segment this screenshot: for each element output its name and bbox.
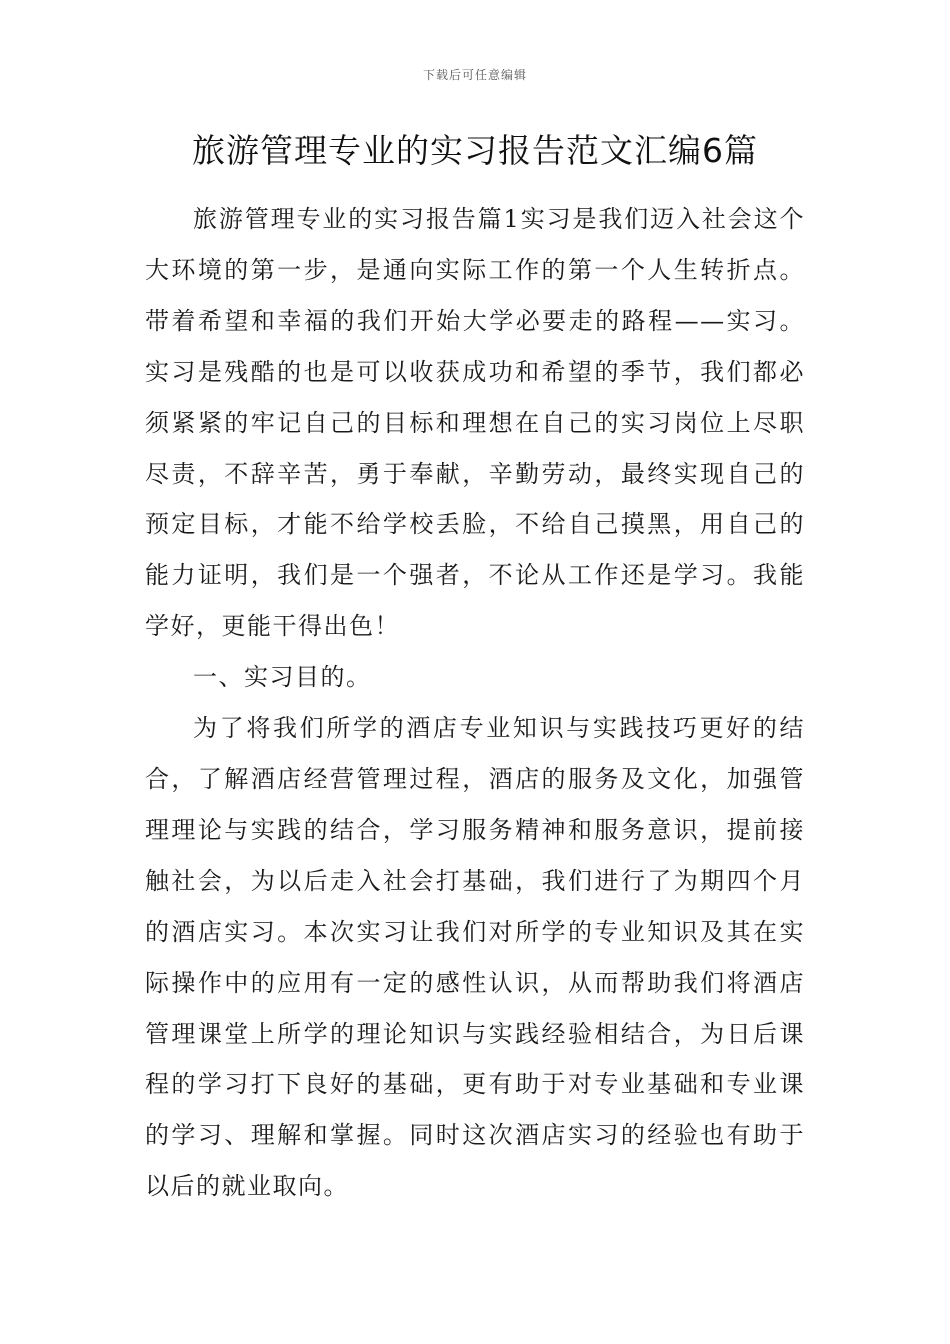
document-title: 旅游管理专业的实习报告范文汇编6篇 xyxy=(192,131,758,170)
document-body xyxy=(145,194,805,1212)
section-heading-purpose: 一、实习目的。 xyxy=(193,663,372,692)
paragraph-purpose: 为了将我们所学的酒店专业知识与实践技巧更好的结合，了解酒店经营管理过程，酒店的服务及文化，加强管理理论与实践的结合，学习服务精神和服务意识，提前接触社会，为以后走入社会打基础，我们进行了为期四个月的酒店实习。本次实习让我们对所学的专业知识及其在实际操作中的应用有一定的感性认识，从而帮助我们将酒店管理课堂上所学的理论知识与实践经验相结合，为日后课程的学习打下良好的基础，更有助于对专业基础和专业课的学习、理解和掌握。同时这次酒店实习的经验也有助于以后的就业取向。 xyxy=(145,714,805,1201)
page-header-note: 下载后可任意编辑 xyxy=(422,68,527,82)
paragraph-intro: 旅游管理专业的实习报告篇1实习是我们迈入社会这个大环境的第一步，是通向实际工作的第一个人生转折点。带着希望和幸福的我们开始大学必要走的路程——实习。实习是残酷的也是可以收获成功和希望的季节，我们都必须紧紧的牢记自己的目标和理想在自己的实习岗位上尽职尽责，不辞辛苦，勇于奉献，辛勤劳动，最终实现自己的预定目标，才能不给学校丢脸，不给自己摸黑，用自己的能力证明，我们是一个强者，不论从工作还是学习。我能学好，更能干得出色！ xyxy=(145,205,805,641)
